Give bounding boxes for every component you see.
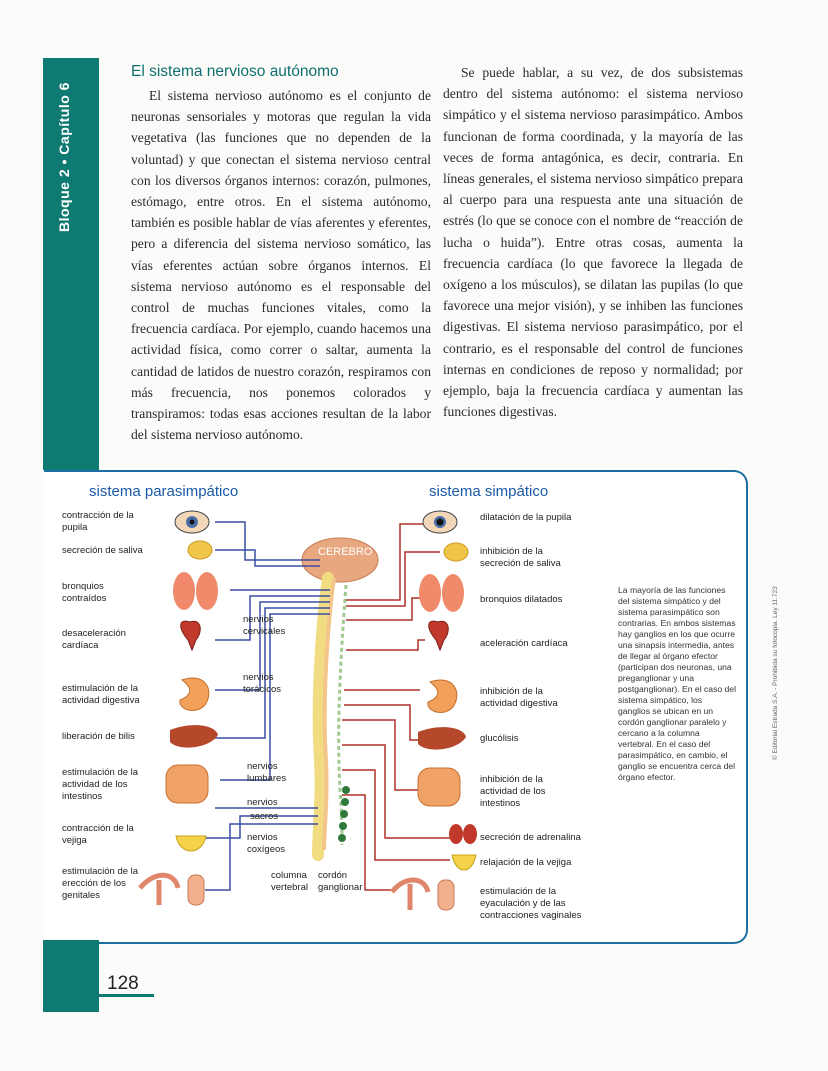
intestines-icon-right xyxy=(418,768,460,806)
genitals-icon-right xyxy=(392,880,454,910)
nerve-label-cervical: nervios cervicales xyxy=(243,614,286,637)
kidney-icon-right xyxy=(449,824,477,844)
liver-icon-right xyxy=(418,727,466,749)
liver-icon-left xyxy=(170,725,218,747)
heart-icon-right xyxy=(429,621,449,650)
para-effect-label: liberación de bilis xyxy=(62,731,135,742)
bladder-icon-left xyxy=(176,836,206,851)
lungs-icon-left xyxy=(173,572,218,610)
lungs-icon-right xyxy=(419,574,464,612)
page-number-underline xyxy=(99,994,154,997)
eye-icon-left xyxy=(175,511,209,533)
symp-effect-label: glucólisis xyxy=(480,733,519,744)
salivary-gland-icon-right xyxy=(444,543,468,561)
ganglion-cord xyxy=(339,585,346,845)
stomach-icon-left xyxy=(180,678,209,710)
para-effect-label: secreción de saliva xyxy=(62,545,143,556)
symp-effect-label: inhibición de la secreción de saliva xyxy=(480,546,561,569)
symp-effect-label: inhibición de la actividad digestiva xyxy=(480,686,558,709)
sympathetic-title: sistema simpático xyxy=(429,483,549,500)
copyright-credit: © Editorial Estrada S.A. - Prohibida su fotocopia. Ley 11.723 xyxy=(772,586,779,760)
right-paragraph: Se puede hablar, a su vez, de dos subsistemas dentro del sistema autónomo: el sistema nervioso simpático y el sistema nervioso parasimpático. Ambos funcionan de forma coordinada, y la mayoría de las veces de forma antagónica, es decir, contraria. En líneas generales, el sistema nervioso simpático prepara al cuerpo para una respuesta ante una situación de estrés (lo que se conoce con el nombre de “reacción de lucha o huida”). Entre otras cosas, aumenta la frecuencia cardíaca (lo que favorece la llegada de oxígeno a los músculos), se dilatan las pupilas (lo que favorece una mejor visión), y se inhiben las funciones digestivas. El sistema nervioso parasimpático, por el contrario, es el responsable del control de funciones internas en condiciones de reposo y normalidad; por ejemplo, baja la frecuencia cardíaca y aumentan las funciones digestivas. xyxy=(443,65,743,420)
footer-side-bar xyxy=(43,940,99,1012)
nerve-label-coccygeal: nervios coxígeos xyxy=(247,832,286,855)
section-title: El sistema nervioso autónomo xyxy=(131,63,339,80)
symp-effect-label: dilatación de la pupila xyxy=(480,512,572,523)
heart-icon-left xyxy=(181,621,201,650)
stomach-icon-right xyxy=(428,680,457,712)
symp-effect-label: relajación de la vejiga xyxy=(480,857,572,868)
para-effect-label: bronquios contraídos xyxy=(62,581,107,604)
page-number: 128 xyxy=(107,973,139,994)
symp-effect-label: estimulación de la eyaculación y de las contracciones vaginales xyxy=(480,886,582,921)
genitals-icon-left xyxy=(140,875,204,905)
nerve-label-thoracic: nervios torácicos xyxy=(243,672,282,695)
bladder-icon-right xyxy=(452,855,476,870)
parasympathetic-title: sistema parasimpático xyxy=(89,483,239,500)
nerve-label-sacral-2: sacros xyxy=(250,811,278,822)
para-effect-label: contracción de la vejiga xyxy=(62,823,134,846)
ganglion-label: cordón ganglionar xyxy=(318,870,363,893)
chapter-label: Bloque 2 • Capítulo 6 xyxy=(56,82,72,232)
figure-note: La mayoría de las funciones del sistema simpático y del sistema parasimpático son contrarias. En ambos sistemas hay ganglios en los que ocurre una sinapsis intermedia, antes de llegar al órgano efector (participan dos neuronas, una preganglionar y una postganglionar). En el caso del sistema simpático, los ganglios se ubican en un cordón ganglionar paralelo y cercano a la columna vertebral. En el caso del parasimpático, en cambio, el ganglio se encuentra cerca del órgano efector. xyxy=(618,585,737,782)
symp-effect-label: inhibición de la actividad de los intestinos xyxy=(480,774,546,809)
para-effect-label: estimulación de la actividad digestiva xyxy=(62,683,140,706)
nerve-label-sacral-1: nervios xyxy=(247,797,278,808)
column-label: columna vertebral xyxy=(271,870,308,893)
para-effect-label: estimulación de la erección de los genitales xyxy=(62,866,139,901)
brain-label: CEREBRO xyxy=(318,546,373,558)
para-effect-label: contracción de la pupila xyxy=(62,510,134,533)
para-effect-label: estimulación de la actividad de los intestinos xyxy=(62,767,139,802)
symp-effect-label: secreción de adrenalina xyxy=(480,832,581,843)
intestines-icon-left xyxy=(166,765,208,803)
symp-effect-label: aceleración cardíaca xyxy=(480,638,568,649)
left-paragraph: El sistema nervioso autónomo es el conjunto de neuronas sensoriales y motoras que regulan la vida vegetativa (las funciones que no dependen de la voluntad) y que conectan el sistema nervioso central con los diversos órganos internos: corazón, pulmones, estómago, entre otros. En el sistema autónomo, también es posible hablar de vías aferentes y eferentes, pero a diferencia del sistema nervioso somático, las vías eferentes actúan sobre órganos internos. El sistema nervioso autónomo es el responsable del control de muchas funciones vitales, como la frecuencia cardíaca. Por ejemplo, cuando hacemos una actividad física, como correr o saltar, aumenta la cantidad de latidos de nuestro corazón, respiramos con más frecuencia, nos ponemos colorados y transpiramos: todas esas acciones resultan de la labor del sistema nervioso autónomo. xyxy=(131,88,431,443)
para-effect-label: desaceleración cardíaca xyxy=(62,628,126,651)
nerve-label-lumbar: nervios lumbares xyxy=(247,761,287,784)
symp-effect-label: bronquios dilatados xyxy=(480,594,563,605)
eye-icon-right xyxy=(423,511,457,533)
salivary-gland-icon-left xyxy=(188,541,212,559)
